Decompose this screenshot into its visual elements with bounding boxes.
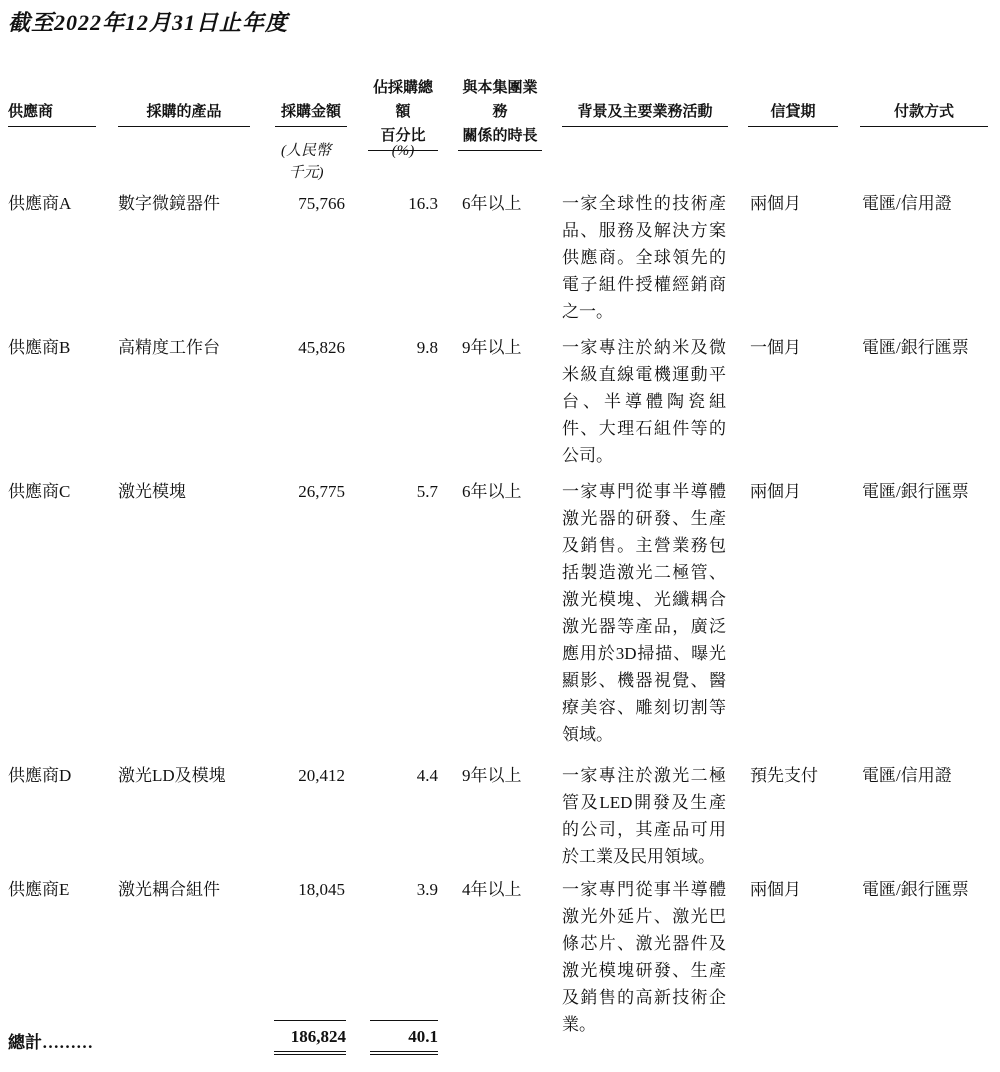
cell-payment: 電匯/銀行匯票 <box>862 338 969 357</box>
header-percentage-line2: 百分比 <box>380 128 426 144</box>
cell-amount: 26,775 <box>298 482 345 501</box>
cell-credit: 預先支付 <box>750 766 818 785</box>
header-credit: 信貸期 <box>748 100 838 127</box>
cell-product: 數字微鏡器件 <box>118 194 220 213</box>
header-supplier: 供應商 <box>8 100 96 127</box>
cell-percentage: 16.3 <box>408 194 438 213</box>
cell-percentage: 5.7 <box>416 482 438 501</box>
cell-amount: 75,766 <box>298 194 345 213</box>
header-background: 背景及主要業務活動 <box>562 100 728 127</box>
cell-percentage: 4.4 <box>416 766 438 785</box>
cell-supplier: 供應商C <box>8 482 71 501</box>
cell-background: 一家全球性的技術產品、服務及解決方案供應商。全球領先的電子組件授權經銷商之一。 <box>562 194 726 321</box>
cell-supplier: 供應商A <box>8 194 72 213</box>
cell-amount: 45,826 <box>298 338 345 357</box>
cell-relationship: 6年以上 <box>462 194 522 213</box>
cell-background: 一家專門從事半導體激光外延片、激光巴條芯片、激光器件及激光模塊研發、生產及銷售的高新技術企業。 <box>562 880 726 1034</box>
cell-background: 一家專注於激光二極管及LED開發及生產的公司，其產品可用於工業及民用領域。 <box>562 766 726 866</box>
cell-amount: 20,412 <box>298 766 345 785</box>
total-percentage: 40.1 <box>370 1020 438 1055</box>
cell-background: 一家專注於納米及微米級直線電機運動平台、半導體陶瓷組件、大理石組件等的公司。 <box>562 338 726 465</box>
header-relationship-line1: 與本集團業務 <box>462 80 538 120</box>
cell-supplier: 供應商E <box>8 880 70 899</box>
cell-relationship: 4年以上 <box>462 880 522 899</box>
header-relationship <box>458 76 542 151</box>
cell-percentage: 3.9 <box>416 880 438 899</box>
cell-payment: 電匯/銀行匯票 <box>862 482 969 501</box>
unit-percentage: (%) <box>391 143 415 159</box>
cell-relationship: 9年以上 <box>462 766 522 785</box>
cell-supplier: 供應商D <box>8 766 72 785</box>
cell-credit: 一個月 <box>750 338 801 357</box>
cell-payment: 電匯/信用證 <box>862 194 952 213</box>
header-relationship-line2: 關係的時長 <box>462 128 538 144</box>
header-percentage-line1: 佔採購總額 <box>372 80 433 120</box>
cell-credit: 兩個月 <box>750 880 801 899</box>
cell-amount: 18,045 <box>298 880 345 899</box>
cell-background: 一家專門從事半導體激光器的研發、生產及銷售。主營業務包括製造激光二極管、激光模塊、光纖耦合激光器等產品，廣泛應用於3D掃描、曝光顯影、機器視覺、醫療美容、雕刻切割等領域。 <box>562 482 726 744</box>
cell-payment: 電匯/銀行匯票 <box>862 880 969 899</box>
header-amount: 採購金額 <box>275 100 347 127</box>
cell-percentage: 9.8 <box>416 338 438 357</box>
cell-supplier: 供應商B <box>8 338 71 357</box>
header-product: 採購的產品 <box>118 100 250 127</box>
cell-product: 高精度工作台 <box>118 338 220 357</box>
total-label: 總計……… <box>8 1033 93 1052</box>
cell-relationship: 6年以上 <box>462 482 522 501</box>
header-payment: 付款方式 <box>860 100 988 127</box>
cell-product: 激光LD及模塊 <box>118 766 226 785</box>
cell-payment: 電匯/信用證 <box>862 766 952 785</box>
cell-relationship: 9年以上 <box>462 338 522 357</box>
cell-credit: 兩個月 <box>750 482 801 501</box>
unit-amount: (人民幣 千元) <box>281 143 331 181</box>
total-amount: 186,824 <box>274 1020 346 1055</box>
cell-credit: 兩個月 <box>750 194 801 213</box>
cell-product: 激光耦合組件 <box>118 880 220 899</box>
cell-product: 激光模塊 <box>118 482 186 501</box>
page-title: 截至2022年12月31日止年度 <box>8 10 289 35</box>
